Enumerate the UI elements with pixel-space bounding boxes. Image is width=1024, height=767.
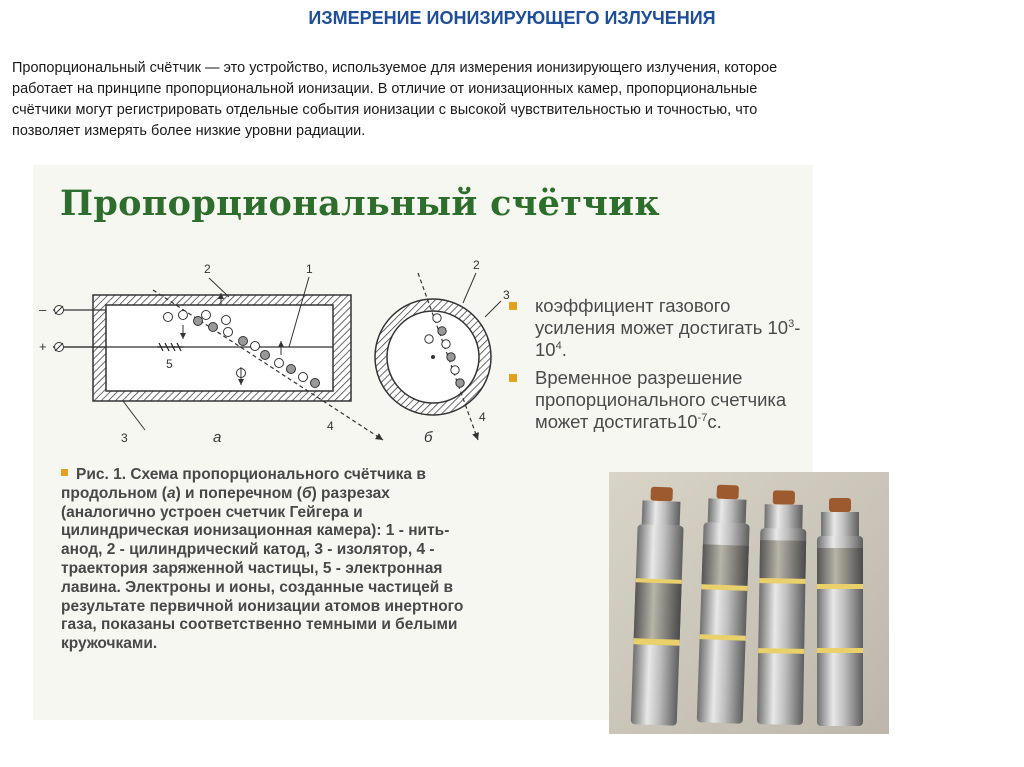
intro-paragraph	[12, 58, 1002, 142]
counter-tubes-photo	[609, 472, 889, 734]
specs-list	[509, 295, 809, 439]
anode-dot	[431, 355, 435, 359]
label-2b: 2	[473, 258, 480, 272]
slide-title: ИЗМЕРЕНИЕ ИОНИЗИРУЮЩЕГО ИЗЛУЧЕНИЯ	[308, 8, 716, 28]
label-4b: 4	[479, 410, 486, 424]
spec-gain: коэффициент газового усиления может достигать $10^3-10^4$.	[509, 295, 809, 361]
label-3b: 3	[503, 288, 510, 302]
tube	[817, 498, 863, 726]
figure-title: Пропорциональный счётчик	[60, 183, 660, 224]
tube	[757, 490, 807, 725]
counter-diagram	[33, 235, 513, 460]
section-b-label: б	[424, 429, 433, 446]
minus-label: –	[39, 302, 47, 317]
bullet-square-icon	[509, 374, 517, 382]
intro-line: счётчики могут регистрировать отдельные события ионизации с высокой чувствительностью и точностью, что	[12, 102, 758, 118]
bullet-square-icon	[509, 302, 517, 310]
plus-label: +	[39, 339, 47, 354]
figure-caption: Рис. 1. Схема пропорционального счётчика в продольном (а) и поперечном (б) разрезах (аналогично устроен счетчик Гейгера и цилиндрическая ионизационная камера): 1 - нить-анод, 2 - цилиндрический катод, 3 - изолятор, 4 - траектория заряженной частицы, 5 - электронная лавина. Электроны и ионы, созданные частицей в результате первичной ионизации атомов инертного газа, показаны соответственно темными и белыми кружочками.	[61, 466, 464, 653]
bullet-square-icon	[61, 469, 68, 476]
intro-line: Пропорциональный счётчик — это устройство, используемое для измерения ионизирующего излучения, которое	[12, 60, 778, 76]
label-1: 1	[306, 262, 313, 276]
label-3: 3	[121, 431, 128, 445]
label-2: 2	[204, 262, 211, 276]
intro-line: работает на принципе пропорциональной ионизации. В отличие от ионизационных камер, пропорциональные	[12, 81, 758, 97]
label-5: 5	[166, 357, 173, 371]
section-a-label: а	[213, 429, 222, 446]
spec-time-resolution: Временное разрешение пропорционального счетчика может $достигать10^{-7}с$.	[509, 367, 809, 433]
intro-line: позволяет измерять более низкие уровни радиации.	[12, 123, 366, 139]
label-4: 4	[327, 419, 334, 433]
